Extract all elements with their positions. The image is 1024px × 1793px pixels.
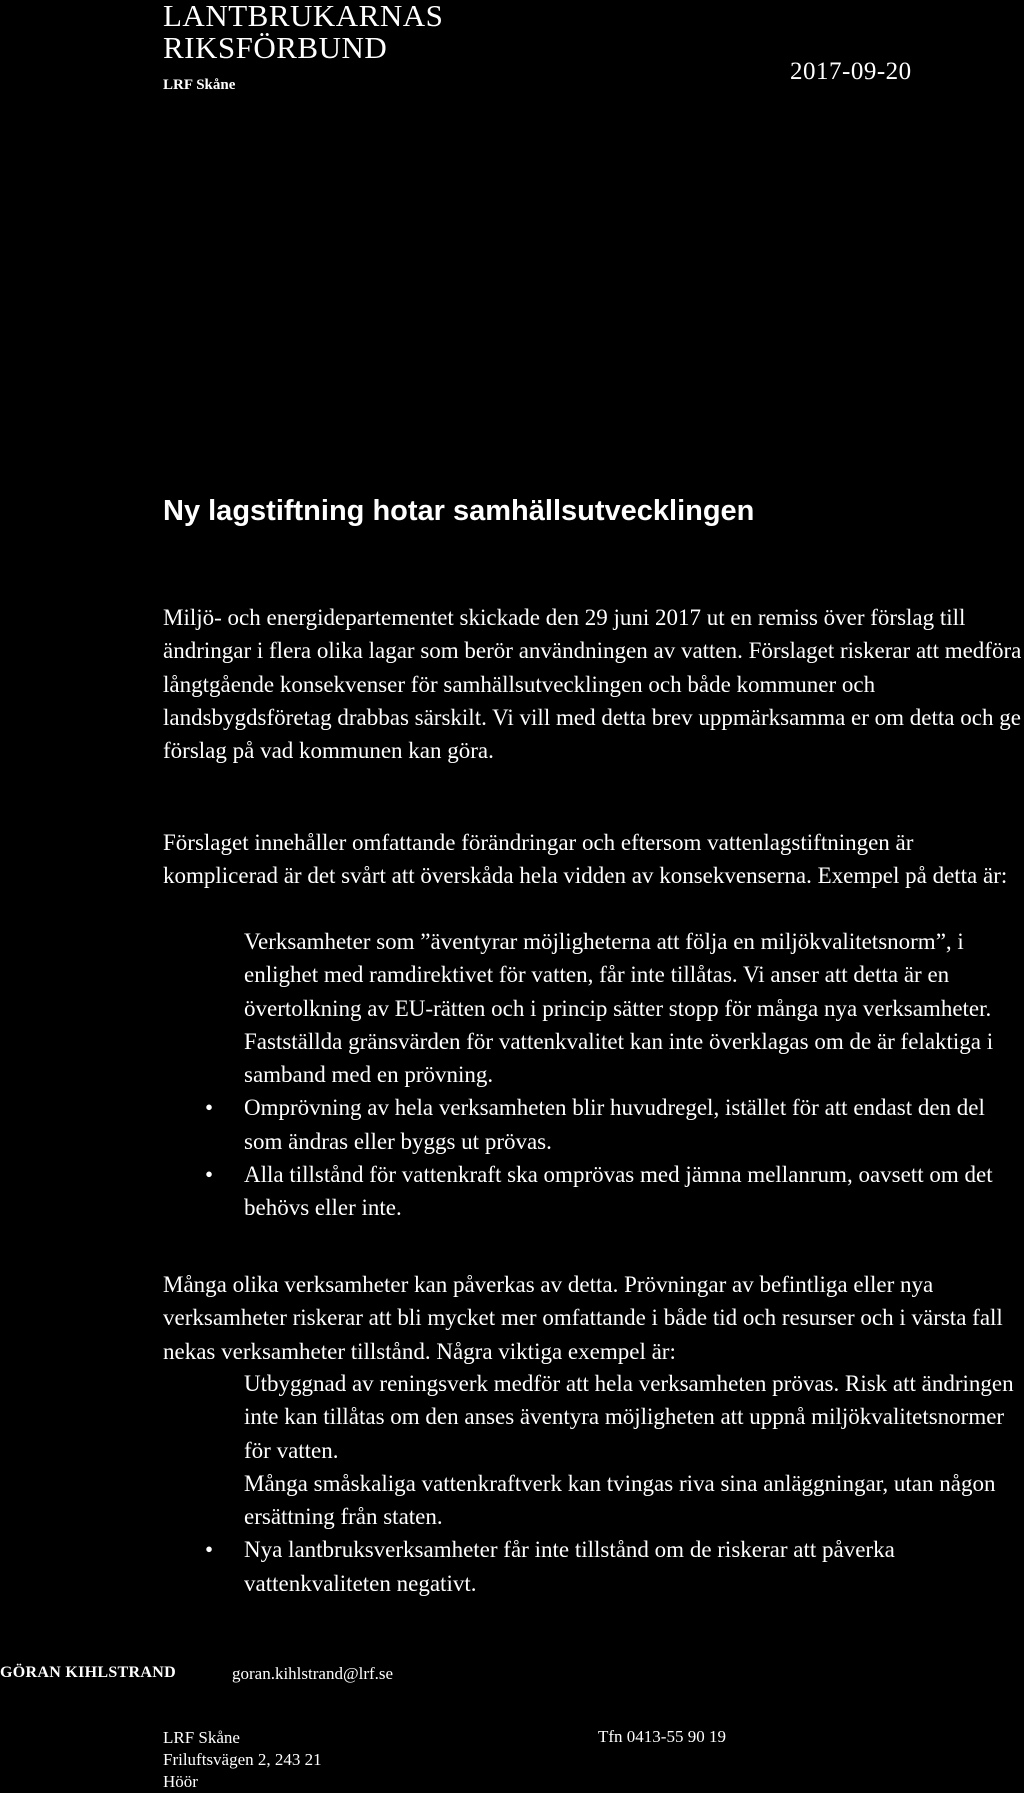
address-line: Höör bbox=[163, 1772, 198, 1791]
address-line: Friluftsvägen 2, 243 21 bbox=[163, 1750, 322, 1769]
list-item-text: Fastställda gränsvärden för vattenkvalitet kan inte överklagas om de är felaktiga i samband med en prövning. bbox=[244, 1028, 994, 1088]
list-item bbox=[205, 1367, 1024, 1467]
list-item-text: Alla tillstånd för vattenkraft ska omprövas med jämna mellanrum, oavsett om det behövs eller inte. bbox=[244, 1162, 993, 1221]
organization-name-line2: RIKSFÖRBUND bbox=[163, 30, 388, 65]
bullet-marker: • bbox=[205, 1162, 214, 1188]
bullet-marker: • bbox=[205, 1095, 214, 1121]
list-item-text: Nya lantbruksverksamheter får inte tillstånd om de riskerar att påverka vattenkvaliteten negativt. bbox=[244, 1537, 895, 1596]
list-item bbox=[205, 1025, 1024, 1092]
list-item-text: Utbyggnad av reningsverk medför att hela verksamheten prövas. Risk att ändringen inte kan tillåtas om den anses äventyra möjligheten att uppnå miljökvalitetsnormer för vatten. bbox=[244, 1371, 1014, 1463]
phone-number: Tfn 0413-55 90 19 bbox=[598, 1727, 726, 1746]
list-item bbox=[205, 1158, 1024, 1225]
organization-region: LRF Skåne bbox=[163, 77, 236, 93]
bullet-marker: • bbox=[205, 1537, 214, 1563]
section2-paragraph: Många olika verksamheter kan påverkas av detta. Prövningar av befintliga eller nya verksamheter riskerar att bli mycket mer omfattande i både tid och resurser och i värsta fall nekas verksamheter tillstånd. Några viktiga exempel är: bbox=[163, 1272, 1003, 1364]
section2-list bbox=[205, 1367, 1024, 1600]
postal-address bbox=[163, 1727, 322, 1793]
organization-name-line1: LANTBRUKARNAS bbox=[163, 0, 444, 33]
organization-name bbox=[163, 0, 443, 64]
list-item-text: Många småskaliga vattenkraftverk kan tvingas riva sina anläggningar, utan någon ersättning från staten. bbox=[244, 1470, 996, 1530]
list-item-text: Verksamheter som ”äventyrar möjligheterna att följa en miljökvalitetsnorm”, i enlighet med ramdirektivet för vatten, får inte tillåtas. Vi anser att detta är en övertolkning av EU-rätten och i princip sätter stopp för många nya verksamheter. bbox=[244, 929, 992, 1021]
signatory-email: goran.kihlstrand@lrf.se bbox=[232, 1664, 394, 1683]
document-date: 2017-09-20 bbox=[790, 58, 912, 85]
signatory-name: GÖRAN KIHLSTRAND bbox=[0, 1664, 176, 1681]
intro-paragraph: Miljö- och energidepartementet skickade den 29 juni 2017 ut en remiss över förslag till ändringar i flera olika lagar som berör användningen av vatten. Förslaget riskerar att medföra långtgående konsekvenser för samhällsutvecklingen och både kommuner och landsbygdsföretag drabbas särskilt. Vi vill med detta brev uppmärksamma er om detta och ge förslag på vad kommunen kan göra. bbox=[163, 605, 1022, 764]
document-title: Ny lagstiftning hotar samhällsutvecklingen bbox=[163, 495, 755, 527]
section1-list bbox=[205, 925, 1024, 1225]
list-item bbox=[205, 1533, 1024, 1600]
list-item-text: Omprövning av hela verksamheten blir huvudregel, istället för att endast den del som ändras eller byggs ut prövas. bbox=[244, 1095, 985, 1154]
list-item bbox=[205, 925, 1024, 1025]
list-item bbox=[205, 1467, 1024, 1534]
address-line: LRF Skåne bbox=[163, 1728, 240, 1747]
section1-paragraph: Förslaget innehåller omfattande förändringar och eftersom vattenlagstiftningen är komplicerad är det svårt att överskåda hela vidden av konsekvenserna. Exempel på detta är: bbox=[163, 830, 1008, 889]
list-item bbox=[205, 1091, 1024, 1158]
